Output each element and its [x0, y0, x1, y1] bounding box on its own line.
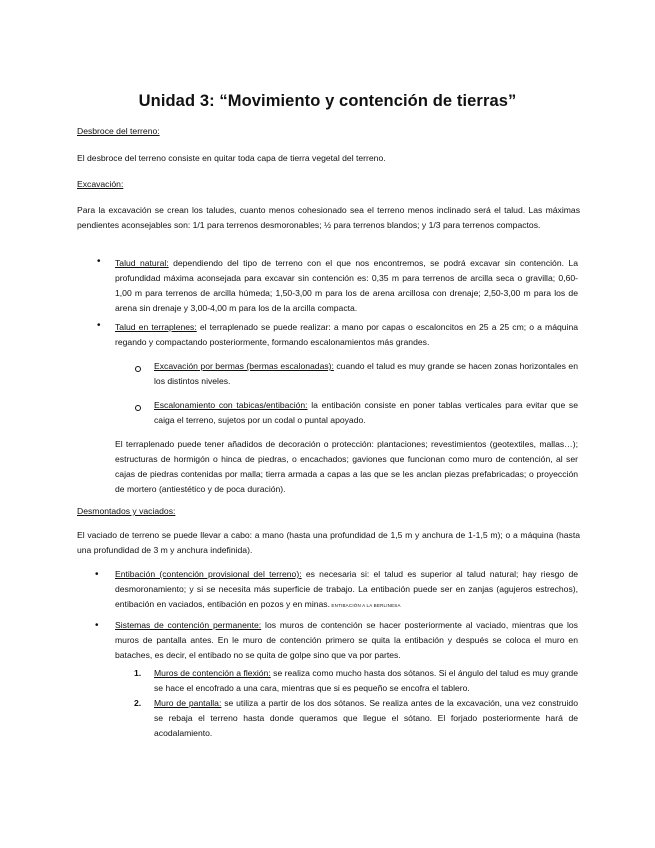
list-item-talud-terraplenes — [115, 320, 578, 350]
term-label: Talud en terraplenes: — [115, 322, 197, 332]
term-text: es necesaria si: el talud es superior al talud natural; hay riesgo de desmoronamiento; y si se necesita más superficie de trabajo. La entibación puede ser en zanjas (agujeros estrechos), entibación en vaciados, entibación en pozos y en minas. — [115, 569, 579, 609]
term-label: Sistemas de contención permanente: — [115, 620, 262, 630]
bullet-icon: • — [97, 320, 101, 331]
term-text: se utiliza a partir de los dos sótanos. Se realiza antes de la excavación, una vez construido se rebaja el terreno hasta donde queramos que llegue el sótano. El forjado posteriormente hará de acodalamiento. — [154, 698, 578, 738]
list-item-bermas — [154, 359, 578, 389]
paragraph-desmontados-intro: El vaciado de terreno se puede llevar a cabo: a mano (hasta una profundidad de 1,5 m y anchura de 1-1,5 m); o a máquina (hasta una profundidad de 3 m y anchura indefinida). — [77, 530, 580, 555]
list-item-muro-pantalla — [154, 696, 578, 741]
term-text: los muros de contención se hacer posteriormente al vaciado, mientras que los muros de pantalla antes. En le muro de contención primero se quita la entibación y después se coloca el muro en bataches, es decir, el entibado no se quita de golpe sino que va por partes. — [115, 620, 578, 660]
bullet-icon: • — [97, 256, 101, 267]
paragraph-excavacion-intro: Para la excavación se crean los taludes, cuanto menos cohesionado sea el terreno menos inclinado será el talud. Las máximas pendientes aconsejables son: 1/1 para terrenos desmoronables; ½ para terrenos blandos; y 1/3 para terrenos compactos. — [77, 205, 580, 230]
heading-desbroce: Desbroce del terreno: — [77, 126, 160, 136]
page-title: Unidad 3: “Movimiento y contención de tierras” — [138, 92, 517, 110]
list-item-muros-flexion — [154, 666, 578, 696]
term-text: la entibación consiste en poner tablas verticales para evitar que se caiga el terreno, sujetos por un codal o puntal apoyado. — [154, 400, 578, 425]
term-label: Entibación (contención provisional del terreno): — [115, 569, 302, 579]
list-number: 1. — [134, 668, 142, 678]
term-text: se realiza como mucho hasta dos sótanos. Si el ángulo del talud es muy grande se hace el encofrado a una cara, mientras que si es pequeño se encofra el tablero. — [154, 668, 578, 693]
list-item-sistemas — [115, 618, 578, 663]
bullet-icon: • — [95, 620, 99, 631]
term-label: Excavación por bermas (bermas escalonadas): — [154, 361, 334, 371]
term-label: Talud natural: — [115, 258, 169, 268]
paragraph-desbroce: El desbroce del terreno consiste en quitar toda capa de tierra vegetal del terreno. — [77, 153, 386, 163]
list-item-entibacion — [115, 567, 578, 613]
circle-bullet-icon — [135, 405, 141, 411]
term-note: ENTIBACIÓN A LA BERLINESA — [329, 603, 401, 608]
heading-excavacion: Excavación: — [77, 179, 124, 189]
term-label: Escalonamiento con tabicas/entibación: — [154, 400, 308, 410]
list-item-tabicas — [154, 398, 578, 428]
term-label: Muros de contención a flexión: — [154, 668, 271, 678]
bullet-icon: • — [95, 569, 99, 580]
term-text: dependiendo del tipo de terreno con el que nos encontremos, se podrá excavar sin contención. La profundidad máxima aconsejada para excavar sin contención es: 0,35 m para terrenos de arcilla seca o gravilla; 0,60-1,00 m para terrenos de arcilla húmeda; 1,50-3,00 m para los de arena arcillosa con drenaje; 2,50-3,00 m para los de arena sin drenaje y 3,00-4,00 m para los de la arcilla compacta. — [115, 258, 578, 313]
list-number: 2. — [134, 698, 142, 708]
list-item-talud-natural — [115, 256, 578, 316]
term-text: el terraplenado se puede realizar: a mano por capas o escaloncitos en 25 a 25 cm; o a máquina regando y compactando posteriormente, formando escalonamientos más grandes. — [115, 322, 579, 347]
paragraph-terraplenado: El terraplenado puede tener añadidos de decoración o protección: plantaciones; revestimientos (geotextiles, mallas…); estructuras de hormigón o hinca de piedras, o encachados; gaviones que funcionan como muro de contención, al ser cajas de piedras contenidas por malla; tierra armada a capas a las que se les anclan piezas prefabricadas; o proyección de mortero (antiestético y de poca duración). — [115, 439, 578, 494]
term-text: cuando el talud es muy grande se hacen zonas horizontales en los distintos niveles. — [154, 361, 578, 386]
term-label: Muro de pantalla: — [154, 698, 222, 708]
heading-desmontados: Desmontados y vaciados: — [77, 506, 176, 516]
circle-bullet-icon — [135, 366, 141, 372]
